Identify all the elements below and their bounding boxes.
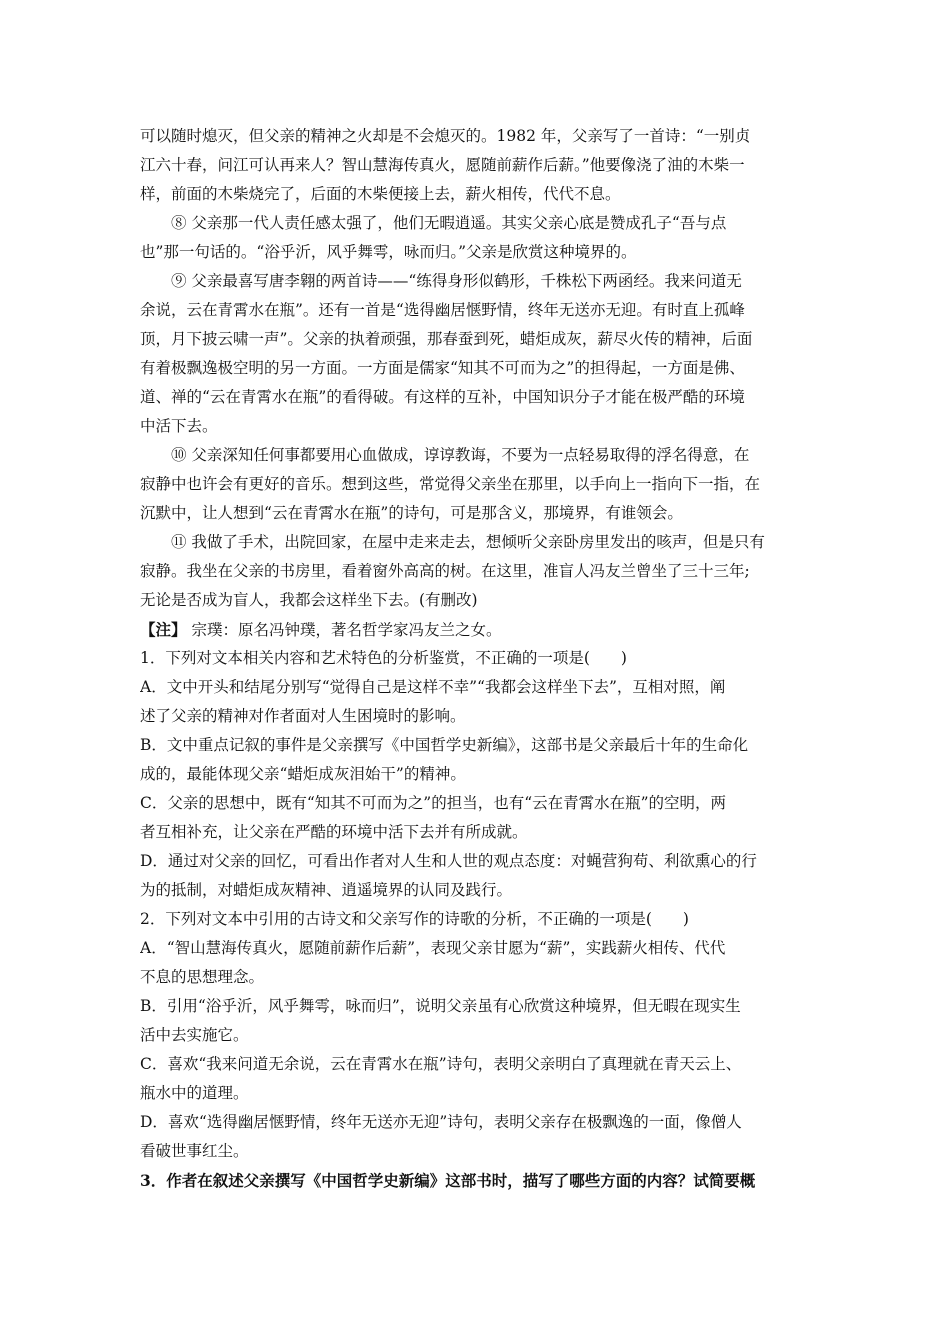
option-b [140,992,812,1050]
text-line: ⑨ 父亲最喜写唐李翱的两首诗——“练得身形似鹤形，千株松下两函经。我来问道无 [171,272,742,290]
note-text: 宗璞：原名冯钟璞，著名哲学家冯友兰之女。 [186,621,502,639]
question-stem: 3．作者在叙述父亲撰写《中国哲学史新编》这部书时，描写了哪些方面的内容？试简要概 [140,1171,756,1190]
option-line: 活中去实施它。 [140,1026,249,1044]
option-a [140,934,812,992]
option-line: A．文中开头和结尾分别写“觉得自己是这样不幸”“我都会这样坐下去”，互相对照，阐 [140,678,726,696]
option-line: B．文中重点记叙的事件是父亲撰写《中国哲学史新编》，这部书是父亲最后十年的生命化 [140,736,749,754]
text-line: 中活下去。 [140,417,218,435]
question-3 [140,1166,812,1195]
text-line: 沉默中，让人想到“云在青霄水在瓶”的诗句，可是那含义，那境界，有谁领会。 [140,504,683,522]
option-line: 述了父亲的精神对作者面对人生困境时的影响。 [140,707,466,725]
text-line: ⑧ 父亲那一代人责任感太强了，他们无暇逍遥。其实父亲心底是赞成孔子“吾与点 [171,214,727,232]
text-line: 顶，月下披云啸一声”。父亲的执着顽强，那春蚕到死，蜡炬成灰，薪尽火传的精神，后面 [140,330,753,348]
text-line: 也”那一句话的。“浴乎沂，风乎舞雩，咏而归。”父亲是欣赏这种境界的。 [140,243,637,261]
question-stem: 2．下列对文本中引用的古诗文和父亲写作的诗歌的分析，不正确的一项是( ) [140,910,689,928]
text-line: 寂静。我坐在父亲的书房里，看着窗外高高的树。在这里，准盲人冯友兰曾坐了三十三年; [140,562,750,580]
option-line: 看破世事红尘。 [140,1142,249,1160]
question-stem: 1．下列对文本相关内容和艺术特色的分析鉴赏，不正确的一项是( ) [140,649,627,667]
option-line: 不息的思想理念。 [140,968,265,986]
text-line: 样，前面的木柴烧完了，后面的木柴便接上去，薪火相传，代代不息。 [140,185,621,203]
note-tag: 【注】 [140,620,187,639]
option-c [140,1050,812,1108]
text-line: 余说，云在青霄水在瓶”。还有一首是“选得幽居惬野情，终年无送亦无迎。有时直上孤峰 [140,301,745,319]
option-d [140,1108,812,1166]
text-line: 江六十春，问江可认再来人？智山慧海传真火，愿随前薪作后薪。”他要像浇了油的木柴一 [140,156,745,174]
paragraph-8 [140,209,812,267]
question-1 [140,644,812,905]
text-line: 可以随时熄灭，但父亲的精神之火却是不会熄灭的。1982 年，父亲写了一首诗：“一别贞 [140,127,751,145]
option-line: B．引用“浴乎沂，风乎舞雩，咏而归”，说明父亲虽有心欣赏这种境界，但无暇在现实生 [140,997,741,1015]
text-line: ⑪ 我做了手术，出院回家，在屋中走来走去，想倾听父亲卧房里发出的咳声，但是只有 [171,533,765,551]
option-c [140,789,812,847]
option-line: 为的抵制，对蜡炬成灰精神、逍遥境界的认同及践行。 [140,881,513,899]
option-line: 成的，最能体现父亲“蜡炬成灰泪始干”的精神。 [140,765,466,783]
option-b [140,731,812,789]
document-body [140,122,812,1195]
text-line: ⑩ 父亲深知任何事都要用心血做成，谆谆教诲，不要为一点轻易取得的浮名得意，在 [171,446,750,464]
option-line: 者互相补充，让父亲在严酷的环境中活下去并有所成就。 [140,823,528,841]
option-line: C．喜欢“我来问道无余说，云在青霄水在瓶”诗句，表明父亲明白了真理就在青天云上、 [140,1055,742,1073]
text-line: 无论是否成为盲人，我都会这样坐下去。(有删改) [140,591,478,609]
option-line: 瓶水中的道理。 [140,1084,249,1102]
option-a [140,673,812,731]
option-line: D．喜欢“选得幽居惬野情，终年无送亦无迎”诗句，表明父亲存在极飘逸的一面，像僧人 [140,1113,742,1131]
annotation-note [140,615,812,644]
option-line: D．通过对父亲的回忆，可看出作者对人生和人世的观点态度：对蝇营狗苟、利欲熏心的行 [140,852,757,870]
option-d [140,847,812,905]
paragraph-10 [140,441,812,528]
option-line: C．父亲的思想中，既有“知其不可而为之”的担当，也有“云在青霄水在瓶”的空明，两 [140,794,727,812]
text-line: 道、禅的“云在青霄水在瓶”的看得破。有这样的互补，中国知识分子才能在极严酷的环境 [140,388,745,406]
paragraph-9 [140,267,812,441]
question-2 [140,905,812,1166]
passage-intro [140,122,812,209]
paragraph-11 [140,528,812,615]
option-line: A．“智山慧海传真火，愿随前薪作后薪”，表现父亲甘愿为“薪”，实践薪火相传、代代 [140,939,726,957]
text-line: 有着极飘逸极空明的另一方面。一方面是儒家“知其不可而为之”的担得起，一方面是佛、 [140,359,745,377]
text-line: 寂静中也许会有更好的音乐。想到这些，常觉得父亲坐在那里，以手向上一指向下一指，在 [140,475,761,493]
